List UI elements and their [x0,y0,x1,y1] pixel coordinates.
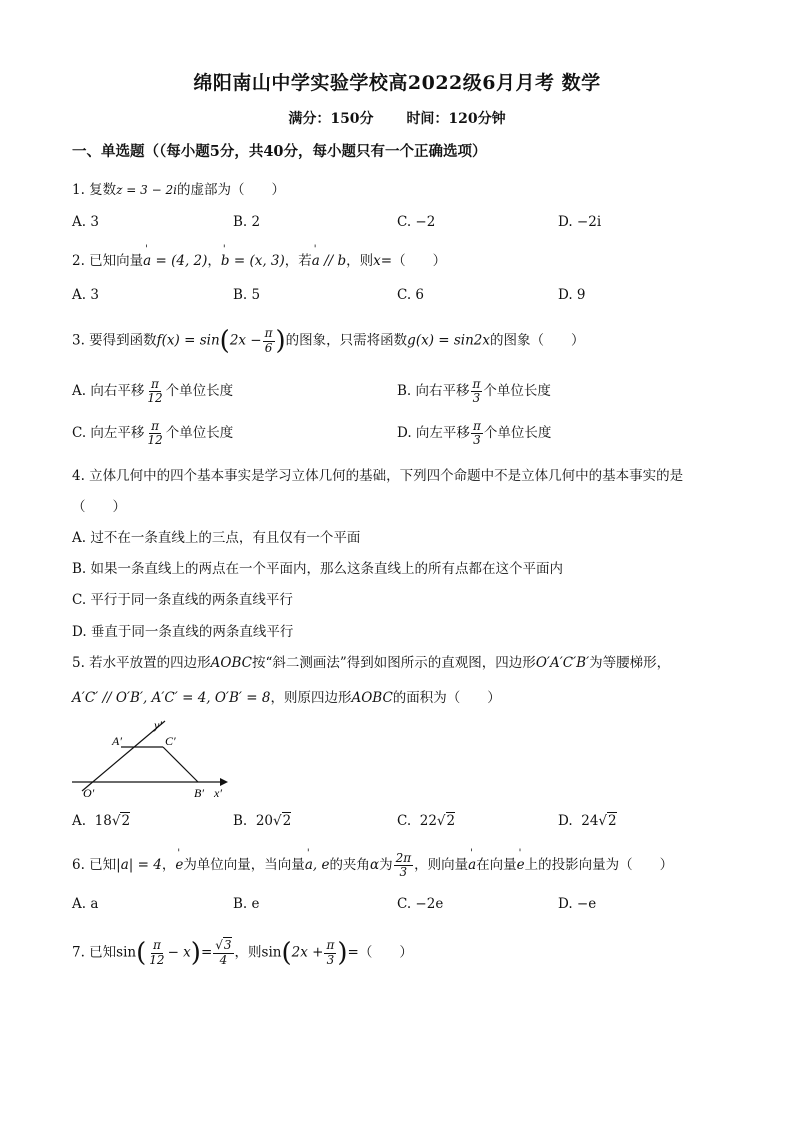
q4-option-a[interactable]: A. 过不在一条直线上的三点，有且仅有一个平面 [72,530,361,546]
question-7: 7. 已知sin( $\frac{\pi}{12}$ − x)= $\frac{√3}{4}$ ，则sin(2x + $\frac{\pi}{3}$ )=（ ） [72,938,413,968]
question-4-tail: （ ） [72,499,126,515]
q3-option-a[interactable]: A. 向右平移 $\frac{\pi}{12}$ 个单位长度 [72,377,234,406]
question-3: 3. 要得到函数f(x) = sin(2x − $\frac{\pi}{6}$ )的图象，只需将函数g(x) = sin2x的图象（ ） [72,326,585,356]
q5-option-b[interactable]: B. 20√2 [233,813,292,829]
label-o: O′ [83,786,95,800]
section-heading: 一、单选题（（每小题5分，共40分，每小题只有一个正确选项） [72,143,487,160]
q6-option-a[interactable]: A. a [72,896,99,912]
q2-condition: ' a // b [312,253,346,269]
q2-option-a[interactable]: A. 3 [72,287,99,303]
question-5-condition: A′C′ // O′B′, A′C′ = 4, O′B′ = 8，则原四边形AOBC的面积为（ ） [72,690,501,706]
q2-option-b[interactable]: B. 5 [233,287,261,303]
q2-vector-a: ' a = (4, 2) [143,253,207,269]
full-score: 满分：150分 [288,111,374,127]
time-limit: 时间：120分钟 [406,111,506,127]
q4-option-d[interactable]: D. 垂直于同一条直线的两条直线平行 [72,624,294,640]
x-axis-arrow [220,778,228,786]
y-axis-line [82,721,165,791]
question-5: 5. 若水平放置的四边形AOBC按“斜二测画法”得到如图所示的直观图，四边形O′A′C′B′为等腰梯形， [72,655,671,671]
exam-info [0,108,794,128]
label-c: C′ [165,734,176,748]
label-x: x′ [214,786,222,800]
question-4: 4. 立体几何中的四个基本事实是学习立体几何的基础，下列四个命题中不是立体几何中的基本事实的是 [72,468,684,484]
q5-option-a[interactable]: A. 18√2 [72,813,131,829]
q4-option-c[interactable]: C. 平行于同一条直线的两条直线平行 [72,592,293,608]
q1-option-b[interactable]: B. 2 [233,214,261,230]
q1-option-a[interactable]: A. 3 [72,214,99,230]
q1-option-c[interactable]: C. −2 [397,214,436,230]
right-edge-line [163,747,198,782]
q3-option-d[interactable]: D. 向左平移 $\frac{\pi}{3}$ 个单位长度 [397,419,552,448]
q3-fraction: $\frac{\pi}{6}$ [264,326,273,355]
q6-option-b[interactable]: B. e [233,896,260,912]
q2-option-c[interactable]: C. 6 [397,287,425,303]
q2-vector-b: ' b = (x, 3) [221,253,285,269]
trapezoid-figure [70,715,240,805]
label-y: y′ [154,718,162,732]
label-b: B′ [194,786,204,800]
q1-expression: z = 3 − 2i [116,183,177,197]
q1-option-d[interactable]: D. −2i [558,214,602,230]
q2-option-d[interactable]: D. 9 [558,287,586,303]
question-1: 1. 复数z = 3 − 2i的虚部为（ ） [72,182,285,198]
label-a: A′ [112,734,122,748]
question-2: 2. 已知向量' a = (4, 2)，' b = (x, 3)，若' a // b，则x=（ ） [72,249,446,269]
q6-option-c[interactable]: C. −2e [397,896,444,912]
q5-option-c[interactable]: C. 22√2 [397,813,456,829]
q3-option-c[interactable]: C. 向左平移 $\frac{\pi}{12}$ 个单位长度 [72,419,234,448]
page-title: 绵阳南山中学实验学校高2022级6月月考 数学 [193,72,601,94]
question-6: 6. 已知|a| = 4，' e为单位向量，当向量' a, e的夹角α为 $\frac{2\pi}{3}$ ，则向量' a在向量' e上的投影向量为（ ） [72,852,673,879]
q6-option-d[interactable]: D. −e [558,896,597,912]
q4-option-b[interactable]: B. 如果一条直线上的两点在一个平面内，那么这条直线上的所有点都在这个平面内 [72,561,564,577]
q3-option-b[interactable]: B. 向右平移 $\frac{\pi}{3}$ 个单位长度 [397,377,551,406]
q5-option-d[interactable]: D. 24√2 [558,813,617,829]
